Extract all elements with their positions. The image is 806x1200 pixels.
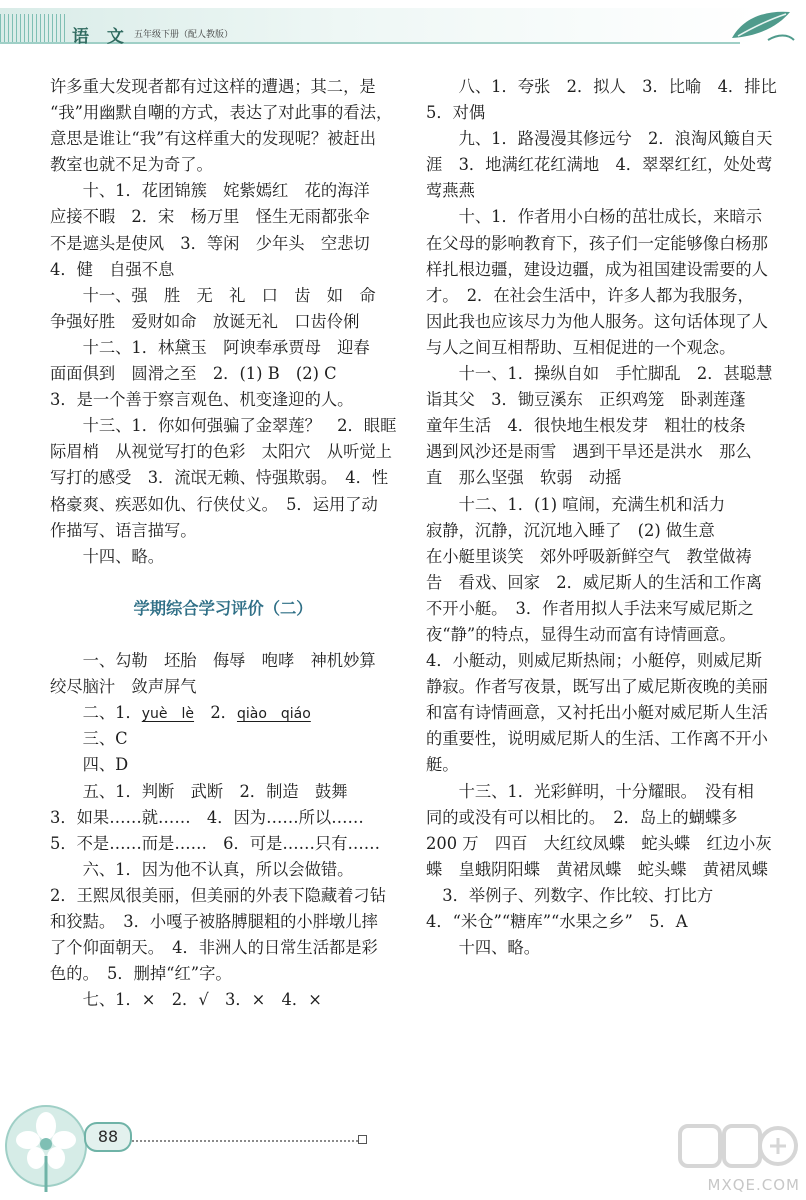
- answer-line: 不开小艇。 3．作者用拟人手法来写威尼斯之: [426, 598, 754, 618]
- answer-line: 与人之间互相帮助、互相促进的一个观念。: [426, 337, 736, 357]
- answer-line: 5．对偶: [426, 103, 486, 123]
- answer-line: 样扎根边疆，建设边疆，成为祖国建设需要的人: [426, 259, 768, 279]
- answer-line: 莺燕燕: [426, 181, 475, 201]
- answer-line: 5．不是……而是…… 6．可是……只有……: [50, 833, 381, 853]
- answer-line: 艇。: [426, 755, 459, 775]
- answer-line: 十二、1．林黛玉 阿谀奉承贾母 迎春: [50, 337, 370, 357]
- answer-line: 3．举例子、列数字、作比较、打比方: [426, 885, 714, 905]
- answer-line: 告 看戏、回家 2．威尼斯人的生活和工作离: [426, 572, 762, 592]
- answer-line: 教室也就不足为奇了。: [50, 155, 213, 175]
- page-number: 88: [97, 1127, 119, 1146]
- answer-line: 静寂。作者写夜景，既写出了威尼斯夜晚的美丽: [426, 677, 768, 697]
- leaf-icon: [728, 4, 798, 46]
- answer-line: 3．是一个善于察言观色、机变逢迎的人。: [50, 390, 354, 410]
- answer-line: 了个仰面朝天。 4．非洲人的日常生活都是彩: [50, 938, 378, 958]
- answer-line: “我”用幽默自嘲的方式，表达了对此事的看法，: [50, 103, 393, 123]
- answer-line: 十四、略。: [426, 938, 540, 958]
- answer-line: 4．健 自强不息: [50, 259, 175, 279]
- page-header: [0, 0, 806, 50]
- spacer: [50, 622, 396, 648]
- answer-line: 同的或没有可以相比的。 2．岛上的蝴蝶多: [426, 807, 738, 827]
- answer-line: 面面俱到 圆滑之至 2．(1) B (2) C: [50, 364, 337, 384]
- answer-line: 和狡黠。 3．小嘎子被胳膊腿粗的小胖墩儿摔: [50, 912, 378, 931]
- answer-line: 七、1．× 2．√ 3．× 4．×: [50, 990, 322, 1010]
- answer-line: 十一、强 胜 无 礼 口 齿 如 命: [50, 285, 376, 305]
- answer-line: 童年生活 4．很快地生根发芽 粗壮的枝条: [426, 416, 746, 436]
- spacer: [50, 570, 396, 596]
- answer-line: 五、1．判断 武断 2．制造 鼓舞: [50, 781, 348, 801]
- watermark-logo-icon: [620, 1120, 800, 1176]
- watermark: [620, 1120, 800, 1200]
- answer-line: 4．“米仓”“糖库”“水果之乡” 5．A: [426, 912, 688, 931]
- answer-line: 夜“静”的特点，显得生动而富有诗情画意。: [426, 624, 736, 644]
- answer-text: 二、1．: [50, 703, 142, 723]
- answer-line: 才。 2．在社会生活中，许多人都为我服务，: [426, 285, 754, 305]
- answer-line: 不是遮头是使风 3．等闲 少年头 空悲切: [50, 233, 370, 253]
- answer-line: 寂静，沉静，沉沉地入睡了 (2) 做生意: [426, 520, 715, 540]
- answer-line: 八、1．夸张 2．拟人 3．比喻 4．排比: [426, 77, 777, 96]
- answer-line: 蝶 皇蛾阴阳蝶 黄裙凤蝶 蛇头蝶 黄裙凤蝶: [426, 859, 768, 879]
- answer-line: 和富有诗情画意，又衬托出小艇对威尼斯人生活: [426, 703, 768, 723]
- answer-line: 十一、1．操纵自如 手忙脚乱 2．甚聪慧: [426, 364, 773, 384]
- answer-line: 意思是谁让“我”有这样重大的发现呢？被赶出: [50, 129, 376, 149]
- answer-line: 涯 3．地满红花红满地 4．翠翠红红，处处莺: [426, 155, 773, 175]
- answer-line: 遇到风沙还是雨雪 遇到干旱还是洪水 那么: [426, 442, 752, 462]
- answer-line: 九、1．路漫漫其修远兮 2．浪淘风簸自天: [426, 129, 773, 149]
- answer-line: 4．小艇动，则威尼斯热闹；小艇停，则威尼斯: [426, 651, 762, 671]
- dotted-line: [132, 1140, 358, 1142]
- answer-line: 写打的感受 3．流氓无赖、恃强欺弱。 4．性: [50, 468, 389, 488]
- pinyin-answer: qiào qiáo: [236, 706, 311, 723]
- answer-line: 作描写、语言描写。: [50, 520, 197, 540]
- answer-line: 色的。 5．删掉“红”字。: [50, 964, 232, 984]
- answer-line: 十四、略。: [50, 546, 164, 566]
- answer-line: 在父母的影响教育下，孩子们一定能够像白杨那: [426, 233, 768, 253]
- left-answer-column: [50, 74, 396, 1013]
- answer-line: 十、1．花团锦簇 姹紫嫣红 花的海洋: [50, 181, 370, 201]
- answer-line: 争强好胜 爱财如命 放诞无礼 口齿伶俐: [50, 311, 360, 331]
- answer-line: 际眉梢 从视觉写打的色彩 太阳穴 从听觉上: [50, 442, 392, 462]
- subject-title: 语 文: [72, 27, 130, 47]
- answer-line: 诣其父 3．锄豆溪东 正织鸡笼 卧剥莲蓬: [426, 390, 746, 410]
- answer-line: 应接不暇 2．宋 杨万里 怪生无雨都张伞: [50, 207, 370, 227]
- watermark-text: MXQE.COM: [707, 1176, 800, 1194]
- section-title: 学期综合学习评价（二）: [133, 598, 313, 618]
- answer-line: 格豪爽、疾恶如仇、行侠仗义。 5．运用了动: [50, 494, 378, 514]
- right-answer-column: [426, 74, 782, 961]
- answer-line: 3．如果……就…… 4．因为……所以……: [50, 807, 364, 827]
- answer-line: 六、1．因为他不认真，所以会做错。: [50, 859, 354, 879]
- header-hatch-decoration: [0, 14, 66, 42]
- flower-decoration-icon: [4, 1100, 88, 1200]
- answer-line: 四、D: [50, 755, 129, 775]
- answer-line: 许多重大发现者都有过这样的遭遇；其二，是: [50, 77, 376, 96]
- answer-text: 2．: [194, 703, 237, 723]
- answer-line: 十三、1．你如何强骗了金翠莲？ 2．眼眶: [50, 416, 397, 436]
- answer-line: 在小艇里谈笑 郊外呼吸新鲜空气 教堂做祷: [426, 546, 752, 566]
- answer-line: 2．王熙凤很美丽，但美丽的外表下隐藏着刁钻: [50, 885, 386, 905]
- dotted-line-end-square: [358, 1135, 367, 1144]
- answer-line-pinyin: [50, 700, 396, 726]
- answer-line: 200 万 四百 大红纹凤蝶 蛇头蝶 红边小灰: [426, 833, 772, 853]
- answer-line: 的重要性，说明威尼斯人的生活、工作离不开小: [426, 729, 768, 749]
- grade-label: 五年级下册（配人教版）: [134, 30, 234, 40]
- answer-line: 十二、1．(1) 喧闹，充满生机和活力: [426, 494, 726, 514]
- answer-line: 十、1．作者用小白杨的茁壮成长，来暗示: [426, 207, 762, 227]
- page-number-badge: [84, 1122, 132, 1152]
- answer-line: 绞尽脑汁 敛声屏气: [50, 677, 197, 697]
- answer-line: 直 那么坚强 软弱 动摇: [426, 468, 622, 488]
- answer-line: 十三、1．光彩鲜明，十分耀眼。 没有相: [426, 781, 754, 801]
- page-footer: [0, 1090, 806, 1200]
- answer-line: 因此我也应该尽力为他人服务。这句话体现了人: [426, 311, 768, 331]
- pinyin-answer: yuè lè: [141, 706, 195, 723]
- answer-line: 一、勾勒 坯胎 侮辱 咆哮 神机妙算: [50, 651, 376, 671]
- answer-line: 三、C: [50, 729, 128, 749]
